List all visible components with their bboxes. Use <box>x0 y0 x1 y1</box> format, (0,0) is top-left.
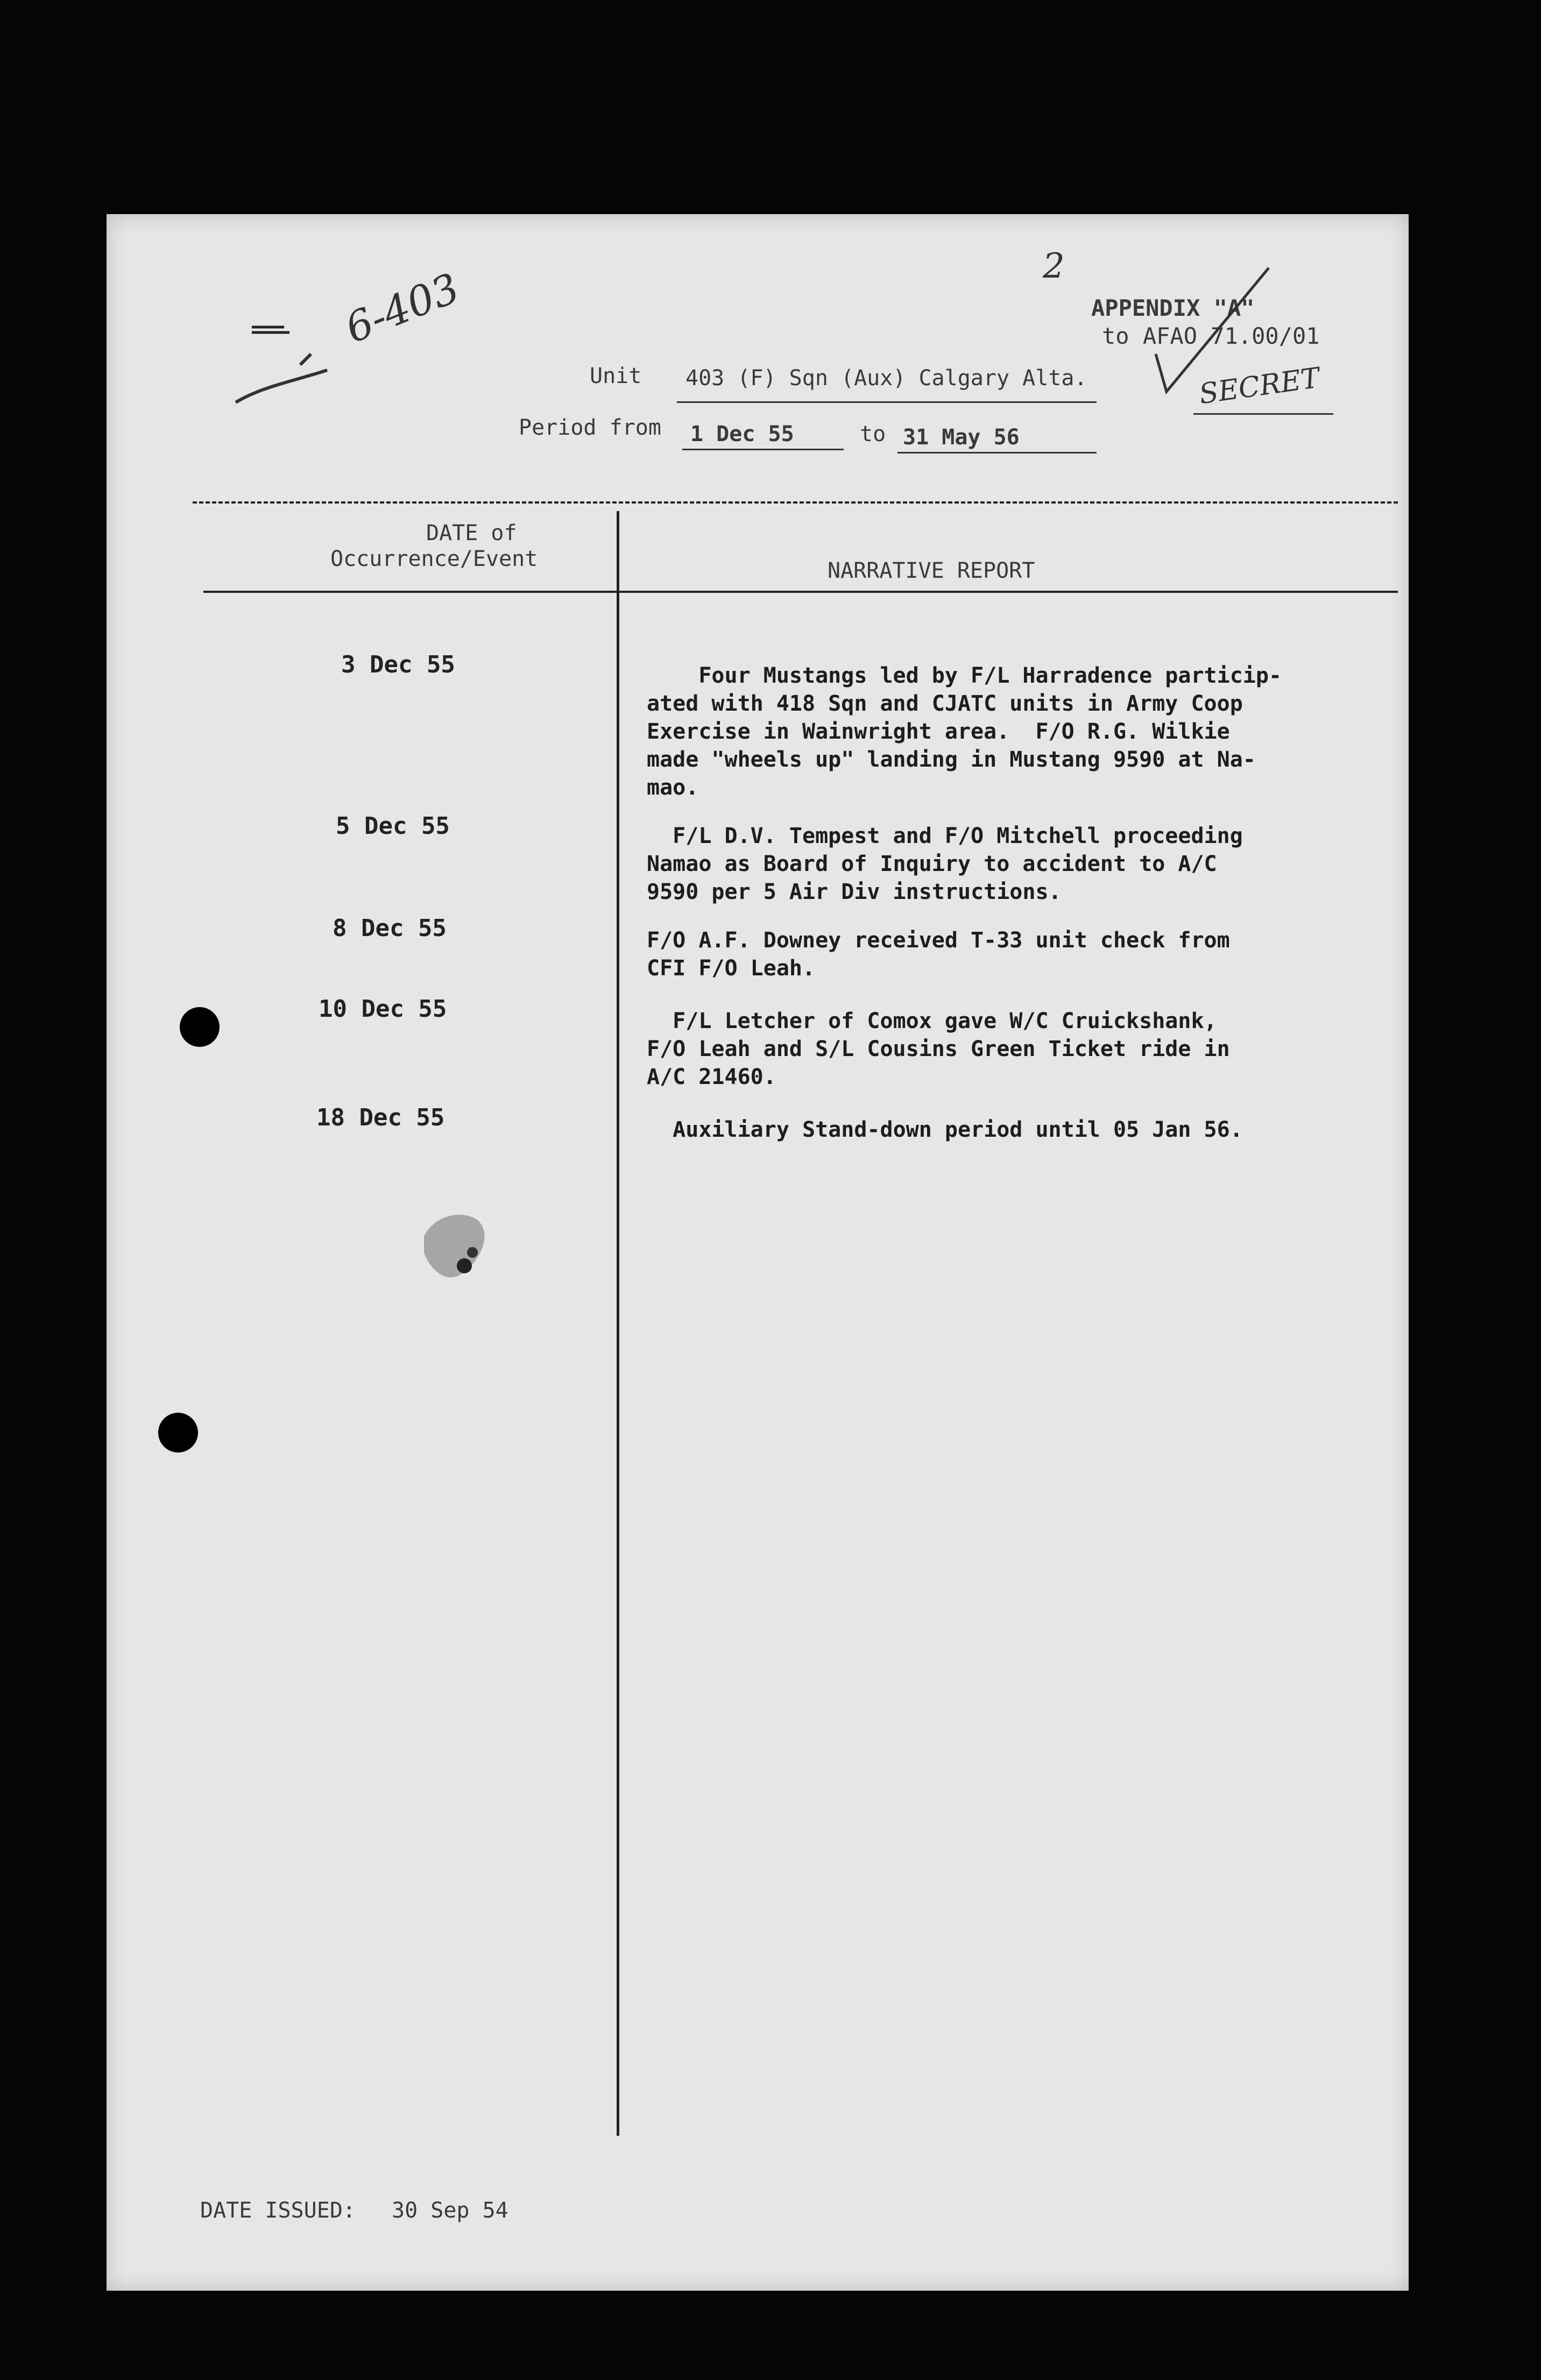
row-2-date: 5 Dec 55 <box>336 812 450 840</box>
unit-label: Unit <box>590 364 642 388</box>
row-5-date: 18 Dec 55 <box>316 1104 445 1131</box>
row-3-text: F/O A.F. Downey received T-33 unit check from CFI F/O Leah. <box>647 928 1230 981</box>
punch-hole-bottom <box>158 1413 198 1453</box>
pen-stroke-mark <box>230 322 392 429</box>
date-issued-label: DATE ISSUED: <box>200 2198 356 2223</box>
row-1-text: Four Mustangs led by F/L Harradence particip- ated with 418 Sqn and CJATC units in Army Coop Exercise in Wainwright area. F/O R.G. Wilkie made "wheels up" landing in Mustang 9590 at Na- mao. <box>647 663 1282 800</box>
appendix-line-1: APPENDIX "A" <box>1091 295 1255 321</box>
row-4-text: F/L Letcher of Comox gave W/C Cruickshank, F/O Leah and S/L Cousins Green Ticket ride in A/C 21460. <box>647 1009 1230 1089</box>
unit-value: 403 (F) Sqn (Aux) Calgary Alta. <box>685 366 1087 391</box>
handwritten-file-ref: 6-403 <box>338 264 466 352</box>
period-to-value: 31 May 56 <box>903 425 1020 450</box>
row-1-date: 3 Dec 55 <box>341 651 455 678</box>
period-from-underline <box>682 449 844 450</box>
table-top-rule <box>193 501 1398 504</box>
date-issued-value: 30 Sep 54 <box>392 2198 508 2223</box>
period-from-value: 1 Dec 55 <box>690 422 794 447</box>
period-from-label: Period from <box>519 415 661 440</box>
row-2-text: F/L D.V. Tempest and F/O Mitchell proceeding Namao as Board of Inquiry to accident to A/C 9590 per 5 Air Div instructions. <box>647 824 1243 904</box>
punch-hole-top <box>180 1007 220 1047</box>
row-3-date: 8 Dec 55 <box>333 915 447 942</box>
handwritten-page-mark: 2 <box>1043 246 1065 286</box>
narrative-column-header: NARRATIVE REPORT <box>828 558 1035 583</box>
column-divider <box>617 511 619 2136</box>
document-page <box>107 214 1409 2291</box>
date-column-header-1: DATE of <box>426 521 517 546</box>
row-4-date: 10 Dec 55 <box>319 995 447 1023</box>
period-to-underline <box>897 452 1097 454</box>
row-5-text: Auxiliary Stand-down period until 05 Jan 56. <box>647 1117 1243 1142</box>
period-to-label: to <box>860 422 886 447</box>
appendix-line-2: to AFAO 71.00/01 <box>1102 323 1320 349</box>
table-header-rule <box>203 591 1398 593</box>
ink-smudge <box>413 1204 499 1290</box>
handwritten-secret: SECRET <box>1197 362 1322 411</box>
unit-underline <box>677 401 1097 403</box>
date-column-header-2: Occurrence/Event <box>330 547 538 571</box>
